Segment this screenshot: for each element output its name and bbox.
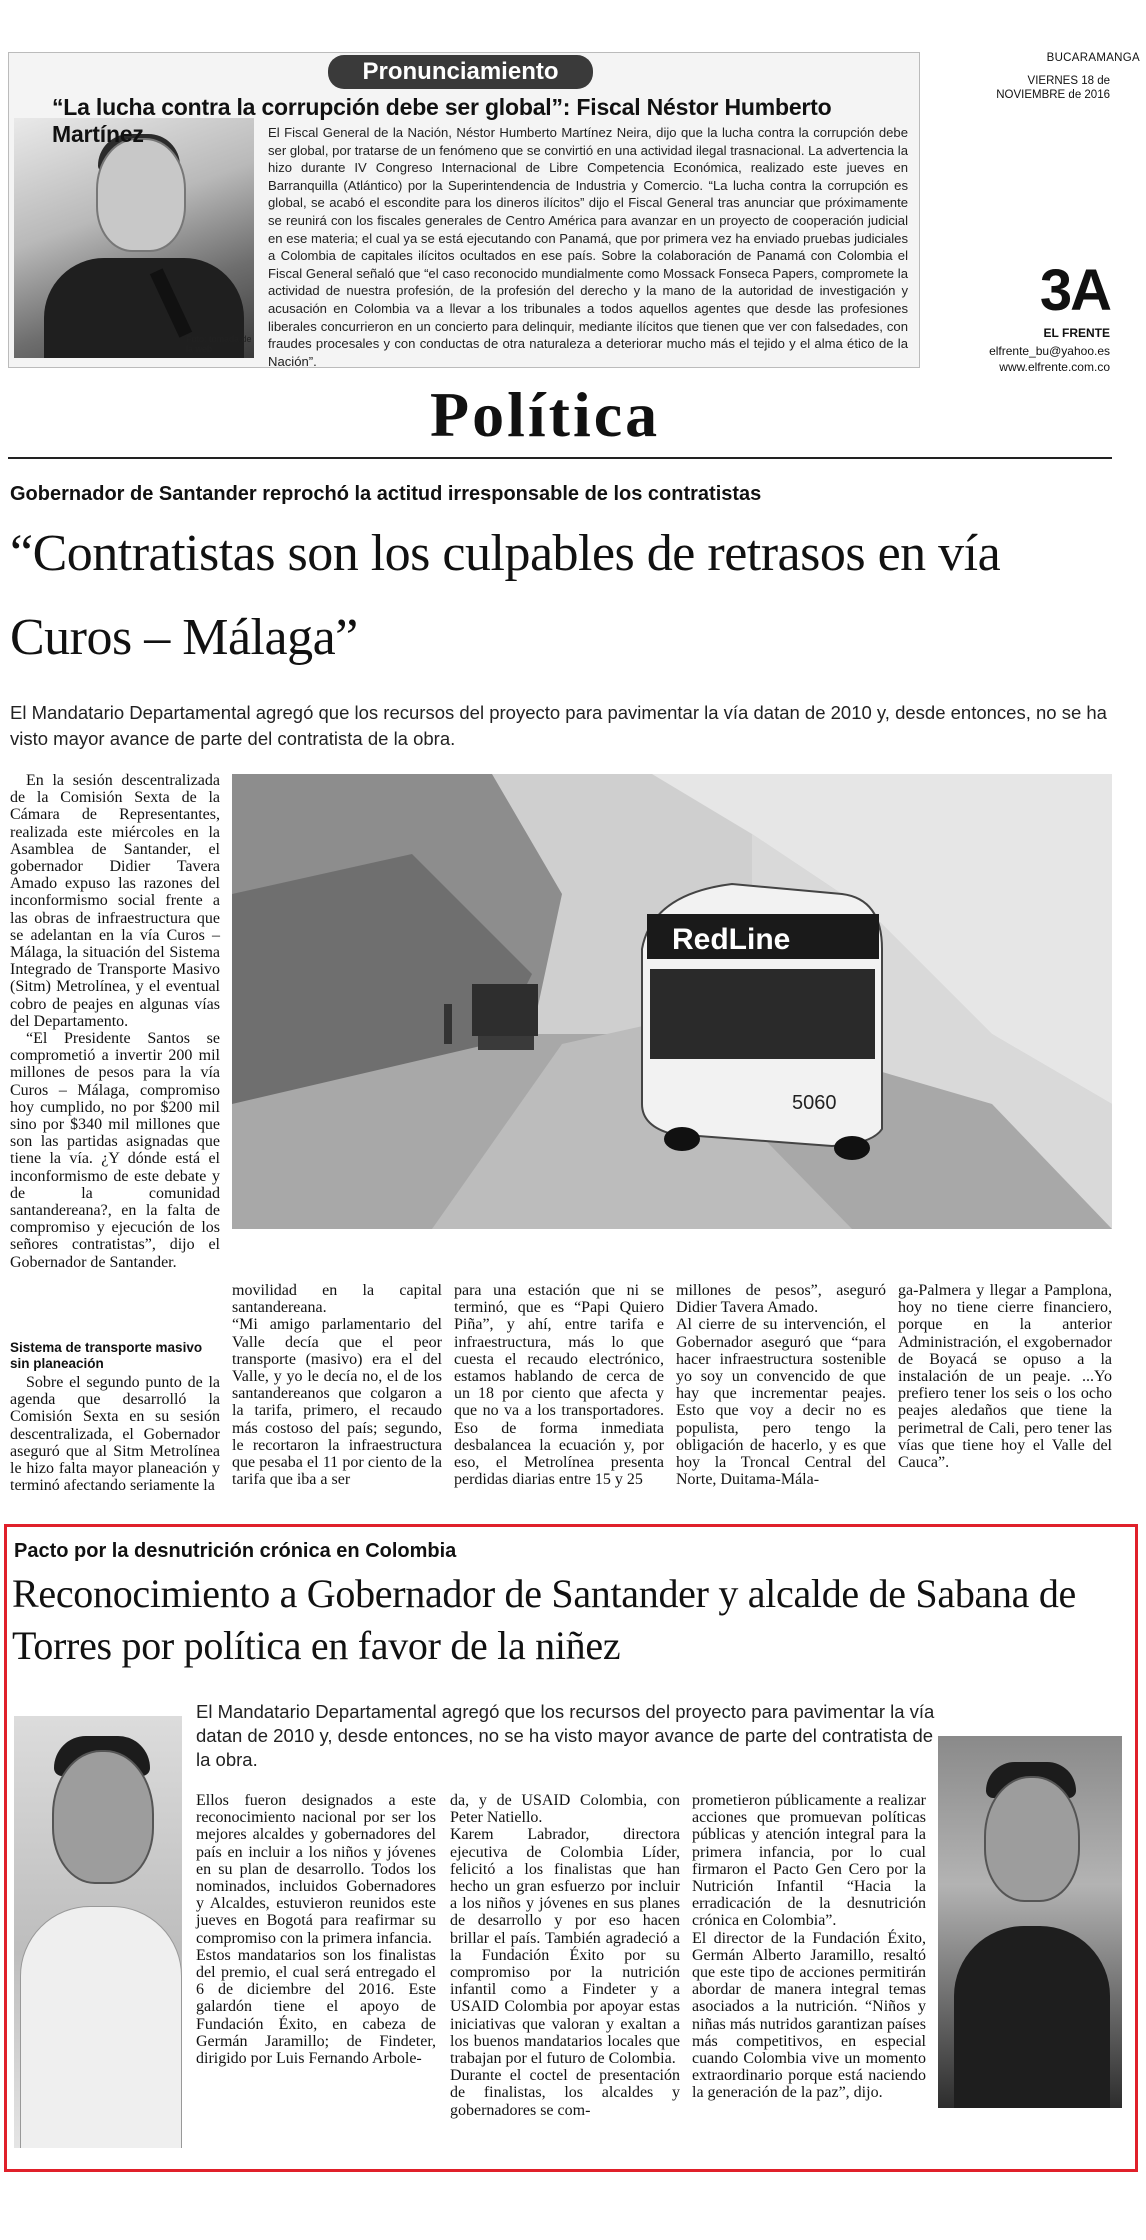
road-scene (232, 774, 1112, 1229)
article2-kicker: Pacto por la desnutrición crónica en Colombia (14, 1540, 457, 1562)
article2-column-3: prometieron públicamente a realizar acciones que promuevan políticas públicas y atención integral para la primera infancia, por lo cual firmaron el Pacto Gen Cero por la Nutrición Infantil “Hacia la erradicación de la desnutrición crónica en Colombia”. El director de la Fundación Éxito, Germán Alberto Jaramillo, resaltó que este tipo de acciones permitirán abordar de manera integral temas asociados a la nutrición. “Niños y niñas más nutridos garantizan países más competitivos, en especial cuando Colombia vive un momento extraordinario porque está naciendo la generación de la paz”, dijo. (692, 1792, 926, 2102)
article2-column-2: da, y de USAID Colombia, con Peter Natiello. Karem Labrador, directora ejecutiva de Colombia Líder, felicitó a los finalistas que han hecho un gran esfuerzo por incluir a los niños y jóvenes en sus planes de desarrollo y por eso hacen brillar el país. También agradeció a la Fundación Éxito por su compromiso por la nutrición infantil como a Findeter y a USAID Colombia por apoyar estas iniciativas que valoran y exaltan a los buenos mandatarios locales que trabajan por el futuro de Colombia. Durante el coctel de presentación de finalistas, los alcaldes y gobernadores se com- (450, 1792, 680, 2119)
article1-column-1b (10, 1374, 220, 1494)
website[interactable]: www.elfrente.com.co (999, 360, 1110, 374)
email[interactable]: elfrente_bu@yahoo.es (989, 344, 1110, 358)
article1-paragraph: En la sesión descentralizada de la Comisión Sexta de la Cámara de Representantes, realizada este miércoles en la Asamblea de Santander, el gobernador Didier Tavera Amado expuso las razones del inconformismo social frente a las obras de infraestructura que se adelantan en la vía Curos – Málaga, la situación del Sistema Integrado de Transporte Masivo (Sitm) Metrolínea, y el eventual cobro de peajes en algunas vías del Departamento. (10, 772, 220, 1030)
mayor-photo (938, 1736, 1122, 2108)
section-rule (8, 457, 1112, 459)
road-bus-photo (232, 774, 1112, 1229)
article1-kicker: Gobernador de Santander reprochó la actitud irresponsable de los contratistas (10, 483, 762, 505)
article1-column-3: para una estación que ni se terminó, que es “Papi Quiero Piña”, y ahí, entre tarifa e infraestructura, más lo que cuesta el recaudo electrónico, estamos hablando de cerca de un 18 por ciento que afecta y que no va a los transportadores. Eso de forma inmediata desbalancea la ecuación y, por eso, el Metrolínea presenta perdidas diarias entre 15 y 25 (454, 1282, 664, 1489)
pronunciamiento-body: El Fiscal General de la Nación, Néstor Humberto Martínez Neira, dijo que la lucha contra la corrupción debe ser global, por tratarse de un fenómeno que se convirtió en una actividad ilegal trasnacional. La advertencia la hizo durante IV Congreso Internacional de Libre Competencia Económica, realizado este jueves en Barranquilla (Atlántico) por la Superintendencia de Industria y Comercio. “La lucha contra la corrupción es global, se acabó el escondite para los dineros ilícitos” dijo el Fiscal General tras anunciar que próximamente se reunirá con los fiscales generales de Centro América para avanzar en un proyecto de cooperación judicial en ese materia; el cual ya se está ejecutando con Panamá, que por primera vez ha enviado pruebas judiciales a Colombia de capitales ilícitos ocultados en ese país. Sobre la colaboración de Panamá con Colombia el Fiscal General señaló que “el caso reconocido mundialmente como Mossack Fonseca Papers, compromete la actividad de nuestra profesión, de la profesión del derecho y la mano de la autoridad de investigación y acusación en Colombia va a llevar a los tribunales a todos aquellos agentes que desde las profesiones liberales concurrieron en un concierto para delinquir, mediante ilícitos que tienen que ver con falsedades, con fraudes procesales y con conductas de otra naturaleza a deteriorar mucho más el tejido y el alma ético de la Nación”. (268, 125, 908, 369)
article1-paragraph: Sobre el segundo punto de la agenda que desarrolló la Comisión Sexta en su sesión descentralizada, el Gobernador aseguró que al Sitm Metrolínea le hizo falta mayor planeación y terminó afectando seriamente la (10, 1374, 220, 1495)
date-line-1: VIERNES 18 de (1027, 75, 1110, 87)
governor-photo (14, 1716, 182, 2148)
city: BUCARAMANGA (1046, 52, 1140, 64)
bus (642, 884, 882, 1160)
fiscal-photo (14, 118, 254, 358)
page-number: 3A (1039, 258, 1110, 323)
article1-column-4: millones de pesos”, aseguró Didier Tavera Amado. Al cierre de su intervención, el Gobernador aseguró que “para hacer infraestructura sostenible yo soy un convencido de que hay que incrementar peajes. Esto que voy a decir no es populista, pero tengo la obligación de hacerlo, y es que hoy la Troncal Central del Norte, Duitama-Mála- (676, 1282, 886, 1489)
article1-subtitle: El Mandatario Departamental agregó que los recursos del proyecto para pavimentar la vía datan de 2010 y, desde entonces, no se ha visto mayor avance de parte del contratista de la obra. (10, 702, 1107, 749)
article1-paragraph: “El Presidente Santos se comprometió a invertir 200 mil millones de pesos para la vía Curos – Málaga, compromiso hoy cumplido, no por $200 mil sino por $340 mil millones que son las partidas asignadas que tiene la vía. ¿Y dónde está el inconformismo de este debate y de la comunidad santandereana?, en la falta de compromiso y ejecución de los señores contratistas”, dijo el Gobernador de Santander. (10, 1030, 220, 1271)
article1-title: “Contratistas son los culpables de retrasos en vía Curos – Málaga” (10, 525, 1001, 666)
article2-column-1: Ellos fueron designados a este reconocimiento nacional por ser los mejores alcaldes y gobernadores del país en incluir a los niños y jóvenes en su plan de desarrollo. Todos los nominados, incluidos Gobernadores y Alcaldes, estuvieron reunidos este jueves en Bogotá para reafirmar su compromiso con la primera infancia. Estos mandatarios son los finalistas del premio, el cual será entregado el 6 de diciembre del 2016. Este galardón tiene el apoyo de Fundación Éxito, en cabeza de Germán Jaramillo; de Findeter, dirigido por Luis Fernando Arbole- (196, 1792, 436, 2068)
article1-column-5: ga-Palmera y llegar a Pamplona, hoy no tiene cierre financiero, porque en la anterior Administración, el exgobernador de Boyacá se opuso a la instalación de un peaje. ...Yo prefiero tener los seis o los ocho peajes aledaños que tiene la perimetral de Cali, pero tener las vías que tiene hoy el Valle del Cauca”. (898, 1282, 1112, 1472)
pronunciamiento-label: Pronunciamiento (328, 55, 593, 89)
article1-subhead: Sistema de transporte masivo sin planeación (10, 1340, 203, 1371)
article1-column-1 (10, 772, 220, 1271)
bus-number: 5060 (792, 1092, 837, 1114)
article2-title: Reconocimiento a Gobernador de Santander y alcalde de Sabana de Torres por política en favor de la niñez (12, 1571, 1076, 1668)
bus-brand: RedLine (672, 923, 791, 956)
date-line-2: NOVIEMBRE de 2016 (996, 89, 1110, 101)
pronunciamiento-title: “La lucha contra la corrupción debe ser global”: Fiscal Néstor Humberto Martínez (52, 94, 832, 147)
article1-column-2: movilidad en la capital santandereana. “Mi amigo parlamentario del Valle decía que el peor transporte (masivo) era el del Valle, y yo le decía no, el de los santandereanos que colgaron a la tarifa, primero, el recaudo más costoso del país; segundo, le recortaron la infraestructura que pesaba el 11 por ciento de la tarifa que iba a ser (232, 1282, 442, 1489)
article2-subtitle: El Mandatario Departamental agregó que los recursos del proyecto para pavimentar la vía datan de 2010 y, desde entonces, no se ha visto mayor avance de parte del contratista de la obra. (196, 1701, 935, 1770)
section-title: Política (430, 379, 661, 450)
date (960, 74, 1110, 102)
brand-name: EL FRENTE (1043, 326, 1110, 340)
photo-credit: Foto: tomada de la web (186, 334, 252, 354)
